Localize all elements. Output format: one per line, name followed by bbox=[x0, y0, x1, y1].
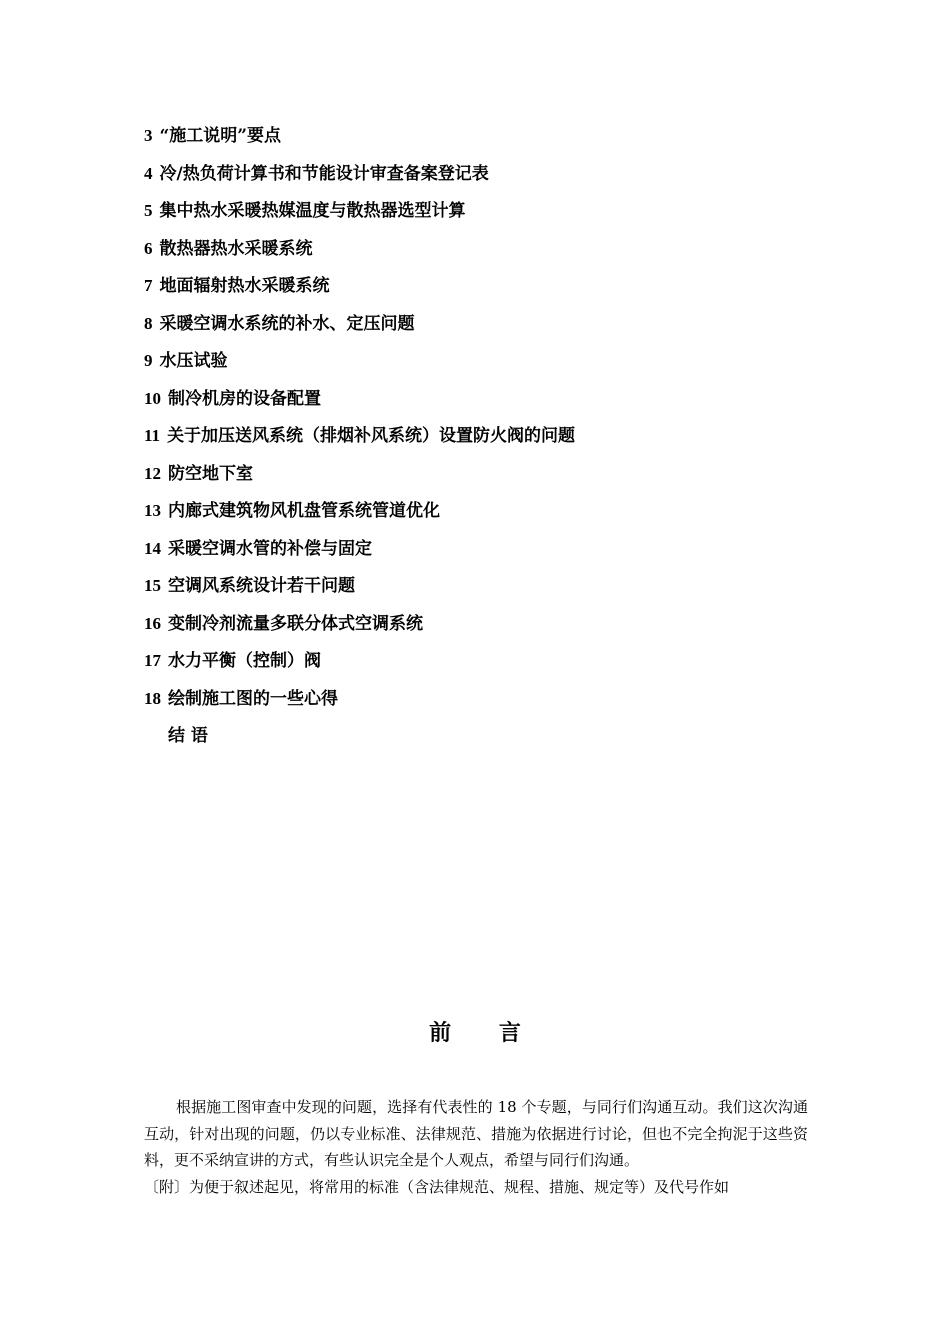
toc-item bbox=[144, 685, 844, 723]
preface-appendix-note: 〔附〕为便于叙述起见，将常用的标准（含法律规范、规程、措施、规定等）及代号作如 bbox=[144, 1177, 730, 1196]
toc-item-title: 水力平衡（控制）阀 bbox=[168, 651, 321, 671]
toc-item bbox=[144, 272, 844, 310]
preface-paragraph: 根据施工图审查中发现的问题，选择有代表性的 18 个专题，与同行们沟通互动。我们这次沟通互动，针对出现的问题，仍以专业标准、法律规范、措施为依据进行讨论，但也不完全拘泥于这些资料，更不采纳宣讲的方式，有些认识完全是个人观点，希望与同行们沟通。 bbox=[144, 1098, 808, 1169]
toc-item-title: 采暖空调水系统的补水、定压问题 bbox=[159, 313, 415, 334]
toc-item-number: 6 bbox=[144, 238, 153, 258]
toc-item-number: 12 bbox=[144, 463, 161, 483]
toc-item-title: 集中热水采暖热媒温度与散热器选型计算 bbox=[159, 201, 466, 221]
toc-item bbox=[144, 422, 844, 460]
toc-item-title: 地面辐射热水采暖系统 bbox=[159, 276, 330, 296]
toc-item-title: 冷/热负荷计算书和节能设计审查备案登记表 bbox=[159, 163, 489, 184]
toc-item-number: 15 bbox=[144, 576, 161, 595]
toc-item-number: 14 bbox=[144, 538, 161, 558]
toc-item-title: 采暖空调水管的补偿与固定 bbox=[168, 538, 372, 559]
toc-item-number: 7 bbox=[144, 276, 153, 295]
toc-item-number: 18 bbox=[144, 688, 161, 708]
toc-item-number: 16 bbox=[144, 613, 161, 633]
toc-item-number: 8 bbox=[144, 313, 153, 333]
toc-item-title: 水压试验 bbox=[159, 351, 228, 371]
toc-item bbox=[144, 572, 844, 610]
toc-item-title: 关于加压送风系统（排烟补风系统）设置防火阀的问题 bbox=[167, 426, 576, 446]
toc-item-number: 13 bbox=[144, 501, 161, 520]
toc-item bbox=[144, 497, 844, 535]
toc-item bbox=[144, 122, 844, 160]
toc-item-title: 制冷机房的设备配置 bbox=[168, 388, 321, 409]
toc-item bbox=[144, 160, 844, 198]
toc-item-title: 散热器热水采暖系统 bbox=[159, 238, 313, 259]
toc-item-title: 绘制施工图的一些心得 bbox=[168, 688, 338, 709]
toc-item bbox=[144, 535, 844, 573]
toc-item-title: “施工说明”要点 bbox=[159, 126, 282, 146]
toc-item-number: 4 bbox=[144, 163, 153, 183]
toc-item-title: 空调风系统设计若干问题 bbox=[168, 576, 355, 596]
toc-item bbox=[144, 347, 844, 385]
toc-item bbox=[144, 647, 844, 685]
toc-item bbox=[144, 235, 844, 273]
toc-item-number: 3 bbox=[144, 126, 153, 145]
toc-item-number: 11 bbox=[144, 426, 161, 445]
toc-item-number: 5 bbox=[144, 201, 153, 220]
toc-item bbox=[144, 197, 844, 235]
toc-item-number: 9 bbox=[144, 351, 153, 370]
toc-item bbox=[144, 460, 844, 498]
toc-item-title: 内廊式建筑物风机盘管系统管道优化 bbox=[168, 501, 440, 521]
preface-heading: 前 言 bbox=[429, 1020, 541, 1046]
toc-item bbox=[144, 385, 844, 423]
toc-item-title: 防空地下室 bbox=[168, 463, 253, 484]
toc-conclusion: 结 语 bbox=[168, 726, 208, 746]
toc-item-title: 变制冷剂流量多联分体式空调系统 bbox=[168, 613, 423, 634]
table-of-contents bbox=[144, 122, 844, 759]
toc-item bbox=[144, 610, 844, 648]
preface-body bbox=[144, 1094, 808, 1200]
toc-item bbox=[144, 310, 844, 348]
toc-item-number: 17 bbox=[144, 651, 161, 670]
toc-item-number: 10 bbox=[144, 388, 161, 408]
